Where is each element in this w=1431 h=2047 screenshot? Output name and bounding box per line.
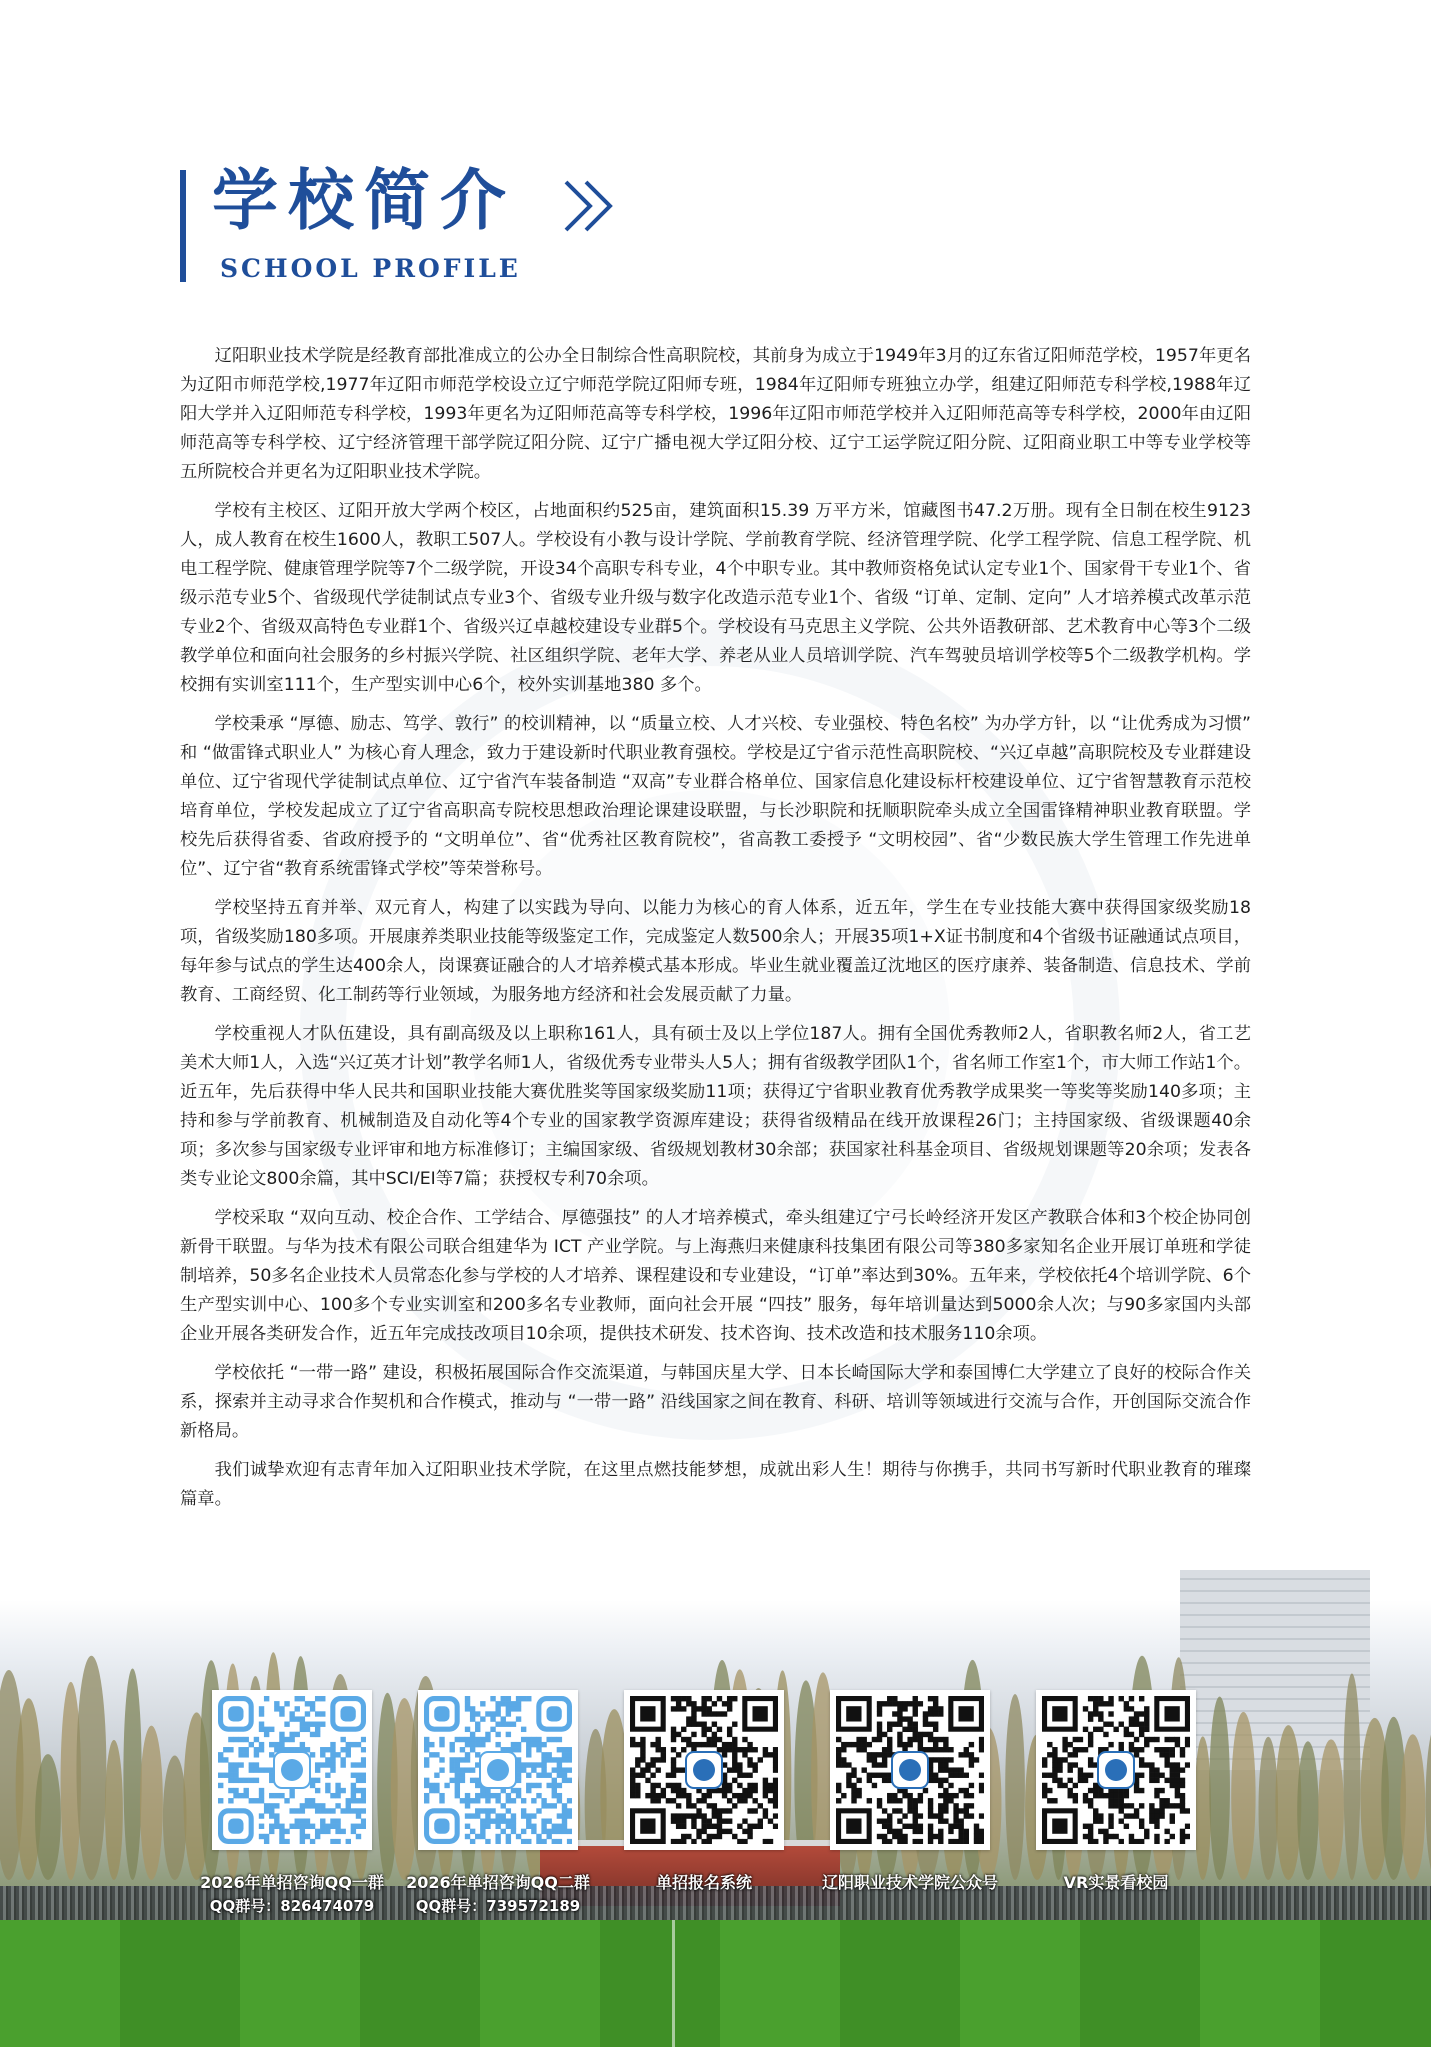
paragraph-faculty: 学校重视人才队伍建设，具有副高级及以上职称161人，具有硕士及以上学位187人。拥有全国优秀教师2人，省职教名师2人，省工艺美术大师1人，入选“兴辽英才计划”教学名师1人，省级优秀专业带头人5人；拥有省级教学团队1个，省名师工作室1个，市大师工作站1个。近五年，先后获得中华人民共和国职业技能大赛优胜奖等国家级奖励11项；获得辽宁省职业教育优秀教学成果奖一等奖等奖励140多项；主持和参与学前教育、机械制造及自动化等4个专业的国家教学资源库建设；获得省级精品在线开放课程26门；主持国家级、省级课题40余项；多次参与国家级专业评审和地方标准修订；主编国家级、省级规划教材30余部；获国家社科基金项目、省级规划课题等20余项；发表各类专业论文800余篇，其中SCI/EI等7篇；获授权专利70余项。 [180, 1024, 1251, 1189]
page-subtitle: SCHOOL PROFILE [220, 254, 521, 283]
qq-group-1-label: 2026年单招咨询QQ一群 [200, 1873, 384, 1892]
field-line [672, 1920, 675, 2047]
official-account-label: 辽阳职业技术学院公众号 [821, 1873, 998, 1892]
header-accent-bar [180, 170, 186, 282]
sports-field [0, 1920, 1431, 2047]
page-title: 学校简介 [212, 161, 516, 239]
paragraph-welcome: 我们诚挚欢迎有志青年加入辽阳职业技术学院，在这里点燃技能梦想，成就出彩人生！期待与你携手，共同书写新时代职业教育的璀璨篇章。 [180, 1460, 1251, 1509]
qq-group-2-label: 2026年单招咨询QQ二群 [406, 1873, 590, 1892]
registration-system-label: 单招报名系统 [655, 1873, 752, 1892]
vr-campus-qr[interactable] [1036, 1690, 1196, 1850]
paragraph-campus: 学校有主校区、辽阳开放大学两个校区，占地面积约525亩，建筑面积15.39 万平方米，馆藏图书47.2万册。现有全日制在校生9123人，成人教育在校生1600人，教职工507人。学校设有小教与设计学院、学前教育学院、经济管理学院、化学工程学院、信息工程学院、机电工程学院、健康管理学院等7个二级学院，开设34个高职专科专业，4个中职专业。其中教师资格免试认定专业1个、国家骨干专业1个、省级示范专业5个、省级现代学徒制试点专业3个、省级专业升级与数字化改造示范专业1个、省级 “订单、定制、定向” 人才培养模式改革示范专业2个、省级双高特色专业群1个、省级兴辽卓越校建设专业群5个。学校设有马克思主义学院、公共外语教研部、艺术教育中心等3个二级教学单位和面向社会服务的乡村振兴学院、社区组织学院、老年大学、养老从业人员培训学院、汽车驾驶员培训学校等5个二级教学机构。学校拥有实训室111个，生产型实训中心6个，校外实训基地380 多个。 [180, 501, 1251, 695]
paragraph-international: 学校依托 “一带一路” 建设，积极拓展国际合作交流渠道，与韩国庆星大学、日本长崎国际大学和泰国博仁大学建立了良好的校际合作关系，探索并主动寻求合作契机和合作模式，推动与 “一带一路” 沿线国家之间在教育、科研、培训等领域进行交流与合作，开创国际交流合作新格局。 [180, 1363, 1251, 1441]
paragraph-history: 辽阳职业技术学院是经教育部批准成立的公办全日制综合性高职院校，其前身为成立于1949年3月的辽东省辽阳师范学校，1957年更名为辽阳市师范学校,1977年辽阳市师范学校设立辽宁师范学院辽阳师专班，1984年辽阳师专班独立办学，组建辽阳师范专科学校,1988年辽阳大学并入辽阳师范专科学校，1993年更名为辽阳师范高等专科学校，1996年辽阳市师范学校并入辽阳师范高等专科学校，2000年由辽阳师范高等专科学校、辽宁经济管理干部学院辽阳分院、辽宁广播电视大学辽阳分校、辽宁工运学院辽阳分院、辽阳商业职工中等专业学校等五所院校合并更名为辽阳职业技术学院。 [180, 346, 1251, 482]
qq-group-1-number: QQ群号：826474079 [209, 1897, 375, 1915]
qq-group-1-qr[interactable] [212, 1690, 372, 1850]
qr-code-icon [630, 1696, 778, 1844]
paragraph-motto: 学校秉承 “厚德、励志、笃学、敦行” 的校训精神，以 “质量立校、人才兴校、专业强校、特色名校” 为办学方针，以 “让优秀成为习惯” 和 “做雷锋式职业人” 为核心育人理念，致力于建设新时代职业教育强校。学校是辽宁省示范性高职院校、“兴辽卓越”高职院校及专业群建设单位、辽宁省现代学徒制试点单位、辽宁省汽车装备制造 “双高”专业群合格单位、国家信息化建设标杆校建设单位、辽宁省智慧教育示范校培育单位，学校发起成立了辽宁省高职高专院校思想政治理论课建设联盟，与长沙职院和抚顺职院牵头成立全国雷锋精神职业教育联盟。学校先后获得省委、省政府授予的 “文明单位”、省“优秀社区教育院校”，省高教工委授予 “文明校园”、省“少数民族大学生管理工作先进单位”、辽宁省“教育系统雷锋式学校”等荣誉称号。 [180, 714, 1251, 879]
qq-group-2-qr[interactable] [418, 1690, 578, 1850]
official-account-qr[interactable] [830, 1690, 990, 1850]
qq-qr-icon [218, 1696, 366, 1844]
article-body [180, 342, 1251, 1524]
qq-group-2-number: QQ群号：739572189 [415, 1897, 581, 1915]
qr-code-icon [1042, 1696, 1190, 1844]
double-chevron-icon [560, 178, 624, 234]
paragraph-cooperation: 学校采取 “双向互动、校企合作、工学结合、厚德强技” 的人才培养模式，牵头组建辽宁弓长岭经济开发区产教联合体和3个校企协同创新骨干联盟。与华为技术有限公司联合组建华为 ICT 产业学院。与上海燕归来健康科技集团有限公司等380多家知名企业开展订单班和学徒制培养，50多名企业技术人员常态化参与学校的人才培养、课程建设和专业建设，“订单”率达到30%。五年来，学校依托4个培训学院、6个生产型实训中心、100多个专业实训室和200多名专业教师，面向社会开展 “四技” 服务，每年培训量达到5000余人次；与90多家国内头部企业开展各类研发合作，近五年完成技改项目10余项，提供技术研发、技术咨询、技术改造和技术服务110余项。 [180, 1208, 1251, 1344]
vr-campus-label: VR实景看校园 [1063, 1873, 1169, 1892]
paragraph-education: 学校坚持五育并举、双元育人，构建了以实践为导向、以能力为核心的育人体系，近五年，学生在专业技能大赛中获得国家级奖励18项，省级奖励180多项。开展康养类职业技能等级鉴定工作，完成鉴定人数500余人；开展35项1+X证书制度和4个省级书证融通试点项目，每年参与试点的学生达400余人，岗课赛证融合的人才培养模式基本形成。毕业生就业覆盖辽沈地区的医疗康养、装备制造、信息技术、学前教育、工商经贸、化工制药等行业领域，为服务地方经济和社会发展贡献了力量。 [180, 898, 1251, 1005]
registration-system-qr[interactable] [624, 1690, 784, 1850]
qq-qr-icon [424, 1696, 572, 1844]
qr-code-icon [836, 1696, 984, 1844]
